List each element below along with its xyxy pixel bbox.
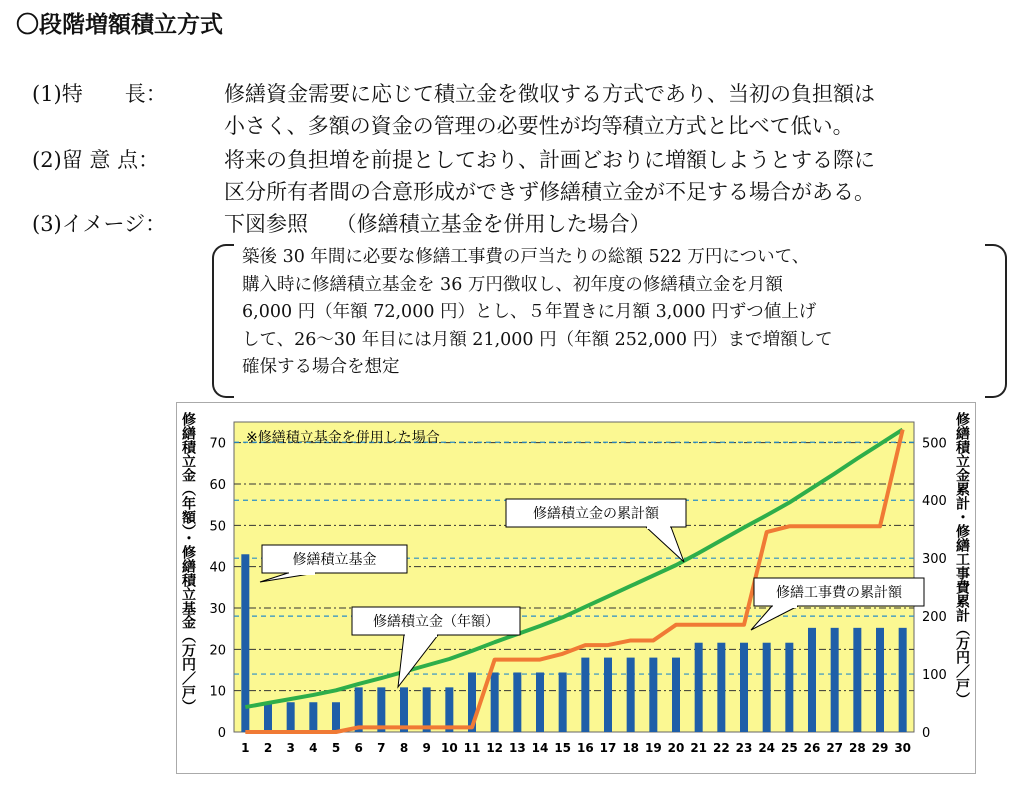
bar (581, 658, 589, 732)
x-tick-label: 1 (241, 741, 250, 755)
callout-label: 修繕積立基金 (292, 552, 377, 568)
bar (899, 628, 907, 732)
bar (627, 658, 635, 732)
left-bracket (212, 244, 234, 398)
bar (853, 628, 861, 732)
x-tick-label: 30 (894, 741, 912, 755)
item-text-2b: 区分所有者間の合意形成ができず修繕積立金が不足する場合がある。 (224, 180, 875, 204)
x-tick-label: 14 (531, 741, 549, 755)
x-tick-label: 15 (554, 741, 572, 755)
bar (423, 687, 431, 732)
item-label-2: (2)留 意 点： (32, 148, 160, 172)
bar (355, 687, 363, 732)
bar (309, 702, 317, 732)
note-line: 購入時に修繕積立基金を 36 万円徴収し、初年度の修繕積立金を月額 (242, 274, 783, 295)
x-tick-label: 26 (803, 741, 821, 755)
bar (332, 702, 340, 732)
callout-joint (405, 633, 437, 637)
y-tick-right: 400 (922, 494, 947, 510)
bar (536, 672, 544, 732)
bar (831, 628, 839, 732)
item-text-1a: 修繕資金需要に応じて積立金を徴収する方式であり、当初の負担額は (224, 82, 875, 106)
bar (287, 702, 295, 732)
y-tick-left: 50 (209, 519, 226, 535)
note-line: して、26～30 年目には月額 21,000 円（年額 252,000 円）まで増額して (242, 329, 833, 350)
x-tick-label: 27 (826, 741, 844, 755)
y-tick-left: 20 (209, 643, 226, 659)
x-tick-label: 9 (422, 741, 431, 755)
page-title: 〇段階増額積立方式 (16, 12, 223, 38)
item-text-3a: 下図参照 （修繕積立基金を併用した場合） (224, 212, 651, 236)
x-tick-label: 29 (871, 741, 889, 755)
x-tick-label: 24 (758, 741, 776, 755)
y-tick-left: 70 (209, 436, 226, 452)
bar (513, 672, 521, 732)
x-tick-label: 10 (440, 741, 458, 755)
callout-joint (289, 571, 315, 575)
bar (717, 643, 725, 732)
item-text-2a: 将来の負担増を前提としており、計画どおりに増額しようとする際に (224, 148, 875, 172)
x-tick-label: 21 (690, 741, 708, 755)
x-tick-label: 23 (735, 741, 753, 755)
y-tick-right: 300 (922, 552, 947, 568)
y-tick-left: 30 (209, 602, 226, 617)
bar (604, 658, 612, 732)
axis-label: 修繕積立金（年額）・修繕積立基金（万円／戸） (180, 412, 196, 713)
item-text-1b: 小さく、多額の資金の管理の必要性が均等積立方式と比べて低い。 (224, 114, 854, 138)
y-tick-right: 500 (922, 436, 947, 452)
x-tick-label: 13 (508, 741, 526, 755)
note-line: 6,000 円（年額 72,000 円）とし、５年置きに月額 3,000 円ずつ値上げ (242, 302, 817, 322)
x-tick-label: 19 (644, 741, 662, 755)
x-tick-label: 12 (486, 741, 504, 755)
bar (377, 687, 385, 732)
x-tick-label: 3 (286, 741, 295, 755)
bar (445, 687, 453, 732)
x-tick-label: 22 (712, 741, 730, 755)
x-tick-label: 7 (377, 741, 386, 755)
y-tick-right: 100 (922, 668, 947, 684)
note-line: 確保する場合を想定 (242, 357, 400, 377)
funding-chart (176, 402, 976, 774)
callout-label: 修繕積立金の累計額 (533, 506, 659, 522)
x-tick-label: 20 (667, 741, 685, 755)
bar (763, 643, 771, 732)
x-tick-label: 5 (331, 741, 341, 755)
axis-label: 修繕積立金累計・修繕工事費累計（万円／戸） (954, 412, 970, 706)
callout-label: 修繕工事費の累計額 (776, 585, 902, 601)
y-tick-right: 0 (922, 726, 931, 741)
assumption-note (242, 244, 992, 382)
y-tick-left: 40 (209, 560, 226, 576)
bar (649, 658, 657, 732)
x-tick-label: 6 (354, 741, 363, 755)
bar (400, 687, 408, 732)
bar (559, 672, 567, 732)
y-tick-left: 0 (217, 726, 226, 741)
x-tick-label: 4 (309, 741, 318, 755)
bar (785, 643, 793, 732)
callout-joint (773, 604, 797, 608)
item-label-3: (3)イメージ： (32, 212, 167, 236)
bar (264, 702, 272, 732)
y-tick-left: 60 (209, 478, 226, 493)
chart-note: ※修繕積立基金を併用した場合 (246, 430, 440, 446)
bar (672, 658, 680, 732)
x-tick-label: 2 (263, 741, 273, 755)
x-tick-label: 28 (848, 741, 866, 755)
bar (491, 672, 499, 732)
bar (695, 643, 703, 732)
x-tick-label: 17 (599, 741, 617, 755)
x-tick-label: 8 (399, 741, 409, 755)
bar (876, 628, 884, 732)
x-tick-label: 25 (780, 741, 798, 755)
bar (808, 628, 816, 732)
callout-label: 修繕積立金（年額） (373, 614, 499, 630)
x-tick-label: 11 (463, 741, 481, 755)
note-line: 築後 30 年間に必要な修繕工事費の戸当たりの総額 522 万円について、 (242, 247, 810, 267)
x-tick-label: 16 (576, 741, 594, 755)
bar (740, 643, 748, 732)
y-tick-left: 10 (209, 684, 226, 700)
callout-joint (647, 525, 670, 529)
item-label-1: (1)特 長： (32, 82, 167, 106)
y-tick-right: 200 (922, 610, 947, 626)
x-tick-label: 18 (622, 741, 640, 755)
